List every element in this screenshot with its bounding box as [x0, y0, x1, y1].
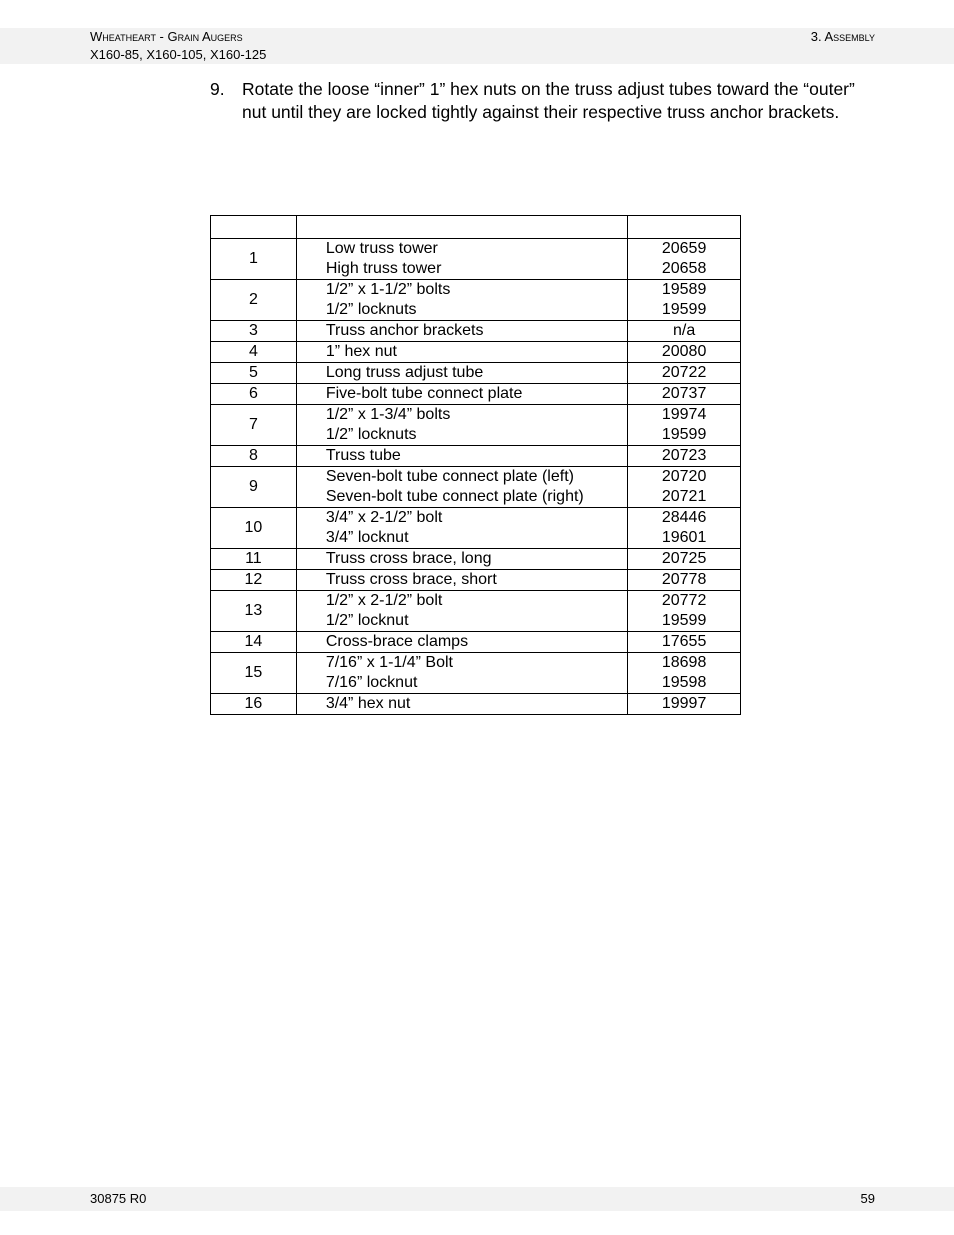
part-number: [628, 239, 741, 280]
item-number: 2: [211, 280, 297, 321]
table-row: [211, 467, 741, 508]
description-line: Long truss adjust tube: [325, 364, 484, 381]
description-line: 1/2” x 1-1/2” bolts: [325, 281, 451, 298]
description-line: 3/4” hex nut: [325, 695, 411, 712]
table-row: [211, 570, 741, 591]
part-number-line: 20721: [661, 488, 707, 505]
item-number: 14: [211, 632, 297, 653]
part-number-line: 19974: [661, 406, 707, 423]
table-row: [211, 632, 741, 653]
parts-table-header-row: [211, 216, 741, 239]
description-line: Seven-bolt tube connect plate (left): [325, 468, 574, 485]
part-number-line: 19599: [661, 426, 707, 443]
description-line: 3/4” locknut: [325, 529, 409, 546]
part-number: [628, 342, 741, 363]
item-description: [296, 280, 627, 321]
part-number-line: 19601: [661, 529, 707, 546]
part-number: [628, 467, 741, 508]
part-number: [628, 446, 741, 467]
table-row: [211, 508, 741, 549]
item-number: 9: [211, 467, 297, 508]
description-line: Seven-bolt tube connect plate (right): [325, 488, 584, 505]
footer-doc-number: 30875 R0: [90, 1191, 147, 1206]
item-description: [296, 321, 627, 342]
part-number-line: 19997: [661, 695, 707, 712]
part-number: [628, 280, 741, 321]
part-number: [628, 405, 741, 446]
part-number: [628, 363, 741, 384]
item-number: 7: [211, 405, 297, 446]
parts-table: [210, 215, 741, 715]
header-title: Wheatheart - Grain Augers: [90, 29, 243, 44]
part-number-line: 20737: [661, 385, 707, 402]
page-header: [0, 28, 954, 64]
item-description: [296, 342, 627, 363]
header-description: [296, 216, 627, 239]
item-description: [296, 405, 627, 446]
description-line: 7/16” x 1-1/4” Bolt: [325, 654, 453, 671]
part-number-line: 20659: [661, 240, 707, 257]
item-number: 8: [211, 446, 297, 467]
part-number-line: 19598: [661, 674, 707, 691]
item-number: 5: [211, 363, 297, 384]
table-row: [211, 321, 741, 342]
part-number-line: 28446: [661, 509, 707, 526]
assembly-step: [210, 78, 870, 123]
item-number: 3: [211, 321, 297, 342]
part-number: [628, 570, 741, 591]
part-number: [628, 632, 741, 653]
description-line: 1/2” x 1-3/4” bolts: [325, 406, 451, 423]
table-row: [211, 694, 741, 715]
table-row: [211, 384, 741, 405]
description-line: 1/2” locknuts: [325, 426, 417, 443]
table-row: [211, 280, 741, 321]
part-number-line: 20720: [661, 468, 707, 485]
table-row: [211, 591, 741, 632]
table-row: [211, 653, 741, 694]
item-description: [296, 591, 627, 632]
item-number: 13: [211, 591, 297, 632]
header-part-number: [628, 216, 741, 239]
item-description: [296, 694, 627, 715]
description-line: Truss cross brace, short: [325, 571, 497, 588]
item-description: [296, 653, 627, 694]
part-number-line: 20722: [661, 364, 707, 381]
parts-table-body: [211, 239, 741, 715]
part-number-line: 20658: [661, 260, 707, 277]
description-line: Low truss tower: [325, 240, 438, 257]
header-title-block: [90, 28, 266, 64]
item-description: [296, 446, 627, 467]
description-line: 1/2” x 2-1/2” bolt: [325, 592, 443, 609]
item-number: 10: [211, 508, 297, 549]
item-description: [296, 632, 627, 653]
page-footer: [0, 1187, 954, 1211]
header-models: X160-85, X160-105, X160-125: [90, 47, 267, 62]
part-number: [628, 549, 741, 570]
table-row: [211, 405, 741, 446]
part-number: [628, 508, 741, 549]
item-number: 4: [211, 342, 297, 363]
part-number: [628, 694, 741, 715]
item-number: 12: [211, 570, 297, 591]
step-text: Rotate the loose “inner” 1” hex nuts on the truss adjust tubes toward the “outer” nut until they are locked tightly against their respective truss anchor brackets.: [242, 79, 855, 122]
description-line: 1” hex nut: [325, 343, 397, 360]
description-line: 3/4” x 2-1/2” bolt: [325, 509, 443, 526]
item-description: [296, 239, 627, 280]
description-line: Truss cross brace, long: [325, 550, 492, 567]
item-description: [296, 508, 627, 549]
part-number-line: 19599: [661, 301, 707, 318]
description-line: Five-bolt tube connect plate: [325, 385, 523, 402]
part-number-line: 20723: [661, 447, 707, 464]
item-description: [296, 384, 627, 405]
description-line: High truss tower: [325, 260, 442, 277]
part-number-line: n/a: [672, 322, 696, 339]
description-line: Cross-brace clamps: [325, 633, 469, 650]
item-number: 1: [211, 239, 297, 280]
item-number: 15: [211, 653, 297, 694]
part-number-line: 19599: [661, 612, 707, 629]
header-item: [211, 216, 297, 239]
table-row: [211, 342, 741, 363]
part-number-line: 20080: [661, 343, 707, 360]
item-number: 11: [211, 549, 297, 570]
part-number-line: 17655: [661, 633, 707, 650]
part-number-line: 18698: [661, 654, 707, 671]
part-number: [628, 384, 741, 405]
item-description: [296, 549, 627, 570]
part-number-line: 20725: [661, 550, 707, 567]
part-number-line: 20772: [661, 592, 707, 609]
header-section: 3. Assembly: [810, 29, 875, 44]
part-number: [628, 321, 741, 342]
table-row: [211, 363, 741, 384]
table-row: [211, 446, 741, 467]
description-line: Truss tube: [325, 447, 401, 464]
description-line: 1/2” locknut: [325, 612, 409, 629]
table-row: [211, 239, 741, 280]
step-number: 9.: [210, 79, 225, 99]
item-description: [296, 363, 627, 384]
part-number-line: 19589: [661, 281, 707, 298]
part-number: [628, 591, 741, 632]
part-number-line: 20778: [661, 571, 707, 588]
footer-page-number: 59: [860, 1191, 875, 1206]
item-number: 6: [211, 384, 297, 405]
part-number: [628, 653, 741, 694]
description-line: 1/2” locknuts: [325, 301, 417, 318]
table-row: [211, 549, 741, 570]
description-line: 7/16” locknut: [325, 674, 418, 691]
item-description: [296, 570, 627, 591]
item-number: 16: [211, 694, 297, 715]
description-line: Truss anchor brackets: [325, 322, 484, 339]
item-description: [296, 467, 627, 508]
